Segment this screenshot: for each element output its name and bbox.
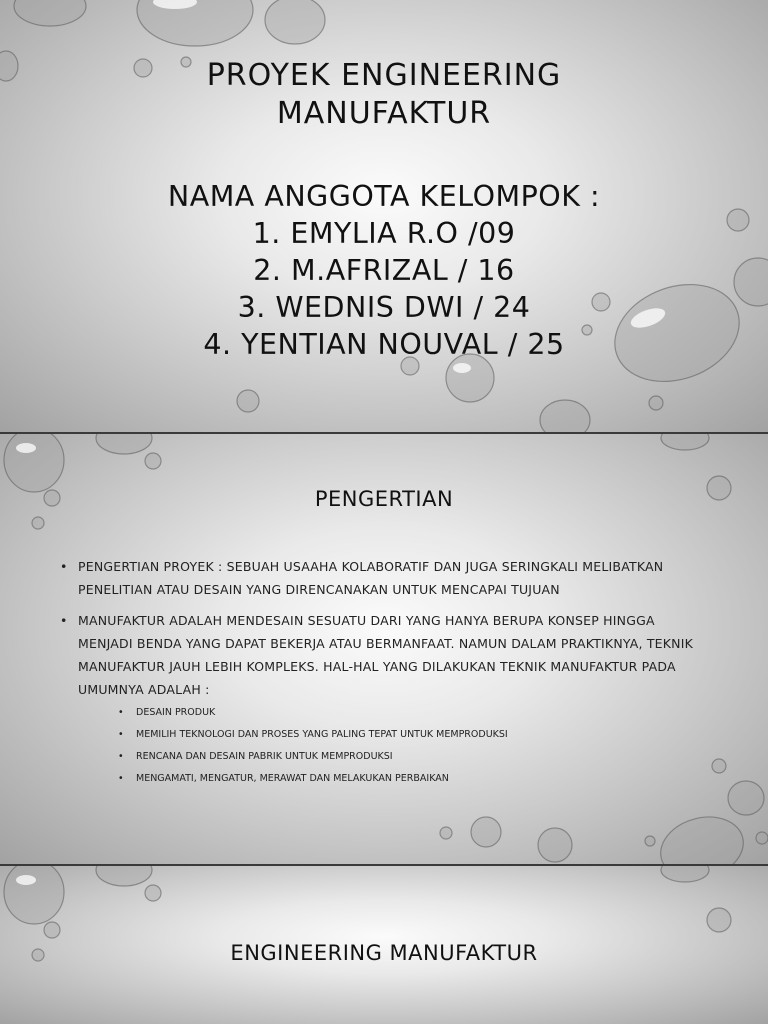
member-item: 3. WEDNIS DWI / 24: [237, 291, 531, 324]
sub-bullet-item: • MENGAMATI, MENGATUR, MERAWAT DAN MELAKUKAN PERBAIKAN: [118, 768, 678, 790]
sub-bullet-list: [118, 702, 678, 790]
slide-heading: ENGINEERING MANUFAKTUR: [230, 941, 538, 965]
sub-bullet-item: • MEMILIH TEKNOLOGI DAN PROSES YANG PALING TEPAT UNTUK MEMPRODUKSI: [118, 724, 678, 746]
member-item: 2. M.AFRIZAL / 16: [253, 254, 515, 287]
bullet-list: [60, 555, 700, 701]
sub-bullet-item: • DESAIN PRODUK: [118, 702, 678, 724]
presentation-title: [0, 57, 768, 133]
bullet-item: • MANUFAKTUR ADALAH MENDESAIN SESUATU DARI YANG HANYA BERUPA KONSEP HINGGA MENJADI BENDA YANG DAPAT BEKERJA ATAU BERMANFAAT. NAMUN DALAM PRAKTIKNYA, TEKNIK MANUFAKTUR JAUH LEBIH KOMPLEKS. HAL-HAL YANG DILAKUKAN TEKNIK MANUFAKTUR PADA UMUMNYA ADALAH :: [60, 609, 700, 701]
slide-pengertian: [0, 434, 768, 864]
bullet-item: • PENGERTIAN PROYEK : SEBUAH USAAHA KOLABORATIF DAN JUGA SERINGKALI MELIBATKAN PENELITIAN ATAU DESAIN YANG DIRENCANAKAN UNTUK MENCAPAI TUJUAN: [60, 555, 700, 601]
slide-engineering-manufaktur: [0, 866, 768, 1024]
title-line: PROYEK ENGINEERING: [206, 58, 562, 93]
slide-heading: PENGERTIAN: [314, 487, 454, 511]
member-item: 4. YENTIAN NOUVAL / 25: [203, 328, 565, 361]
members-heading: NAMA ANGGOTA KELOMPOK :: [167, 180, 601, 213]
slide-title: [0, 0, 768, 432]
sub-bullet-item: • RENCANA DAN DESAIN PABRIK UNTUK MEMPRODUKSI: [118, 746, 678, 768]
title-line: MANUFAKTUR: [276, 96, 492, 131]
members-block: [0, 178, 768, 363]
member-item: 1. EMYLIA R.O /09: [252, 217, 516, 250]
